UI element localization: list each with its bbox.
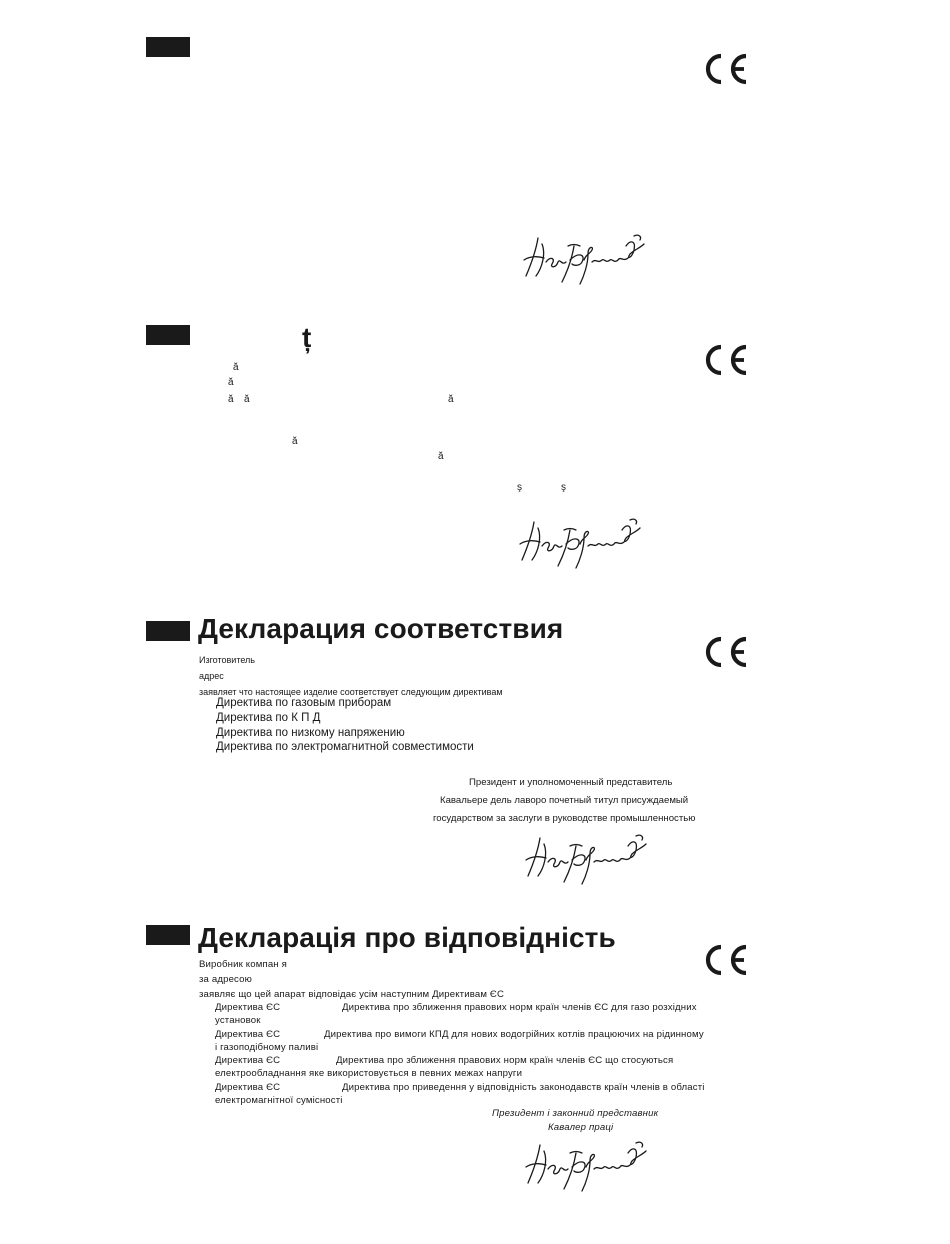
section-marker-bar <box>146 325 190 345</box>
signature-icon <box>518 510 648 570</box>
directive-text: Директива про вимоги КПД для нових водогрійних котлів працюючих на рідинному <box>324 1029 704 1040</box>
signatory-line: Кавальере дель лаворо почетный титул присуждаемый <box>440 795 689 806</box>
glyph: ă <box>244 394 250 405</box>
directive-text: Директива про приведення у відповідність законодавств країн членів в області <box>342 1082 705 1093</box>
section-marker-bar <box>146 621 190 641</box>
declares-text: заявляет что настоящее изделие соответствует следующим директивам <box>199 687 503 697</box>
directive-item: Директива по низкому напряжению <box>216 727 405 739</box>
ce-mark-icon <box>702 52 748 86</box>
directive-code: Директива ЄС <box>215 1082 281 1093</box>
directive-text: Директива про зближення правових норм країн членів ЄС для газо розхідних <box>342 1002 697 1013</box>
glyph: ă <box>292 436 298 447</box>
directive-text-cont: електромагнітної сумісності <box>215 1095 343 1106</box>
ce-mark-icon <box>702 635 748 669</box>
directive-item: Директива по электромагнитной совместимости <box>216 741 474 753</box>
glyph: ă <box>228 394 234 405</box>
glyph: ş <box>517 482 522 493</box>
directive-item: Директива по газовым приборам <box>216 697 392 709</box>
glyph: ă <box>448 394 454 405</box>
section-3-title: Декларация соответствия <box>198 613 564 644</box>
manufacturer-label: Виробник компан я <box>199 959 287 970</box>
directive-code: Директива ЄС <box>215 1055 281 1066</box>
section-marker-bar <box>146 925 190 945</box>
manufacturer-label: Изготовитель <box>199 655 255 665</box>
signatory-line: Президент и уполномоченный представитель <box>469 777 673 788</box>
directive-text-cont: установок <box>215 1015 261 1026</box>
address-label: за адресою <box>199 974 252 985</box>
directive-code: Директива ЄС <box>215 1029 281 1040</box>
glyph: ş <box>561 482 566 493</box>
signature-icon <box>524 826 654 886</box>
glyph: ă <box>228 377 234 388</box>
directive-text-cont: і газоподібному паливі <box>215 1042 319 1053</box>
directive-text: Директива про зближення правових норм країн членів ЄС що стосуються <box>336 1055 674 1066</box>
signatory-line: Кавалер праці <box>548 1122 614 1133</box>
directive-item: Директива по К П Д <box>216 712 321 724</box>
declares-text: заявляє що цей апарат відповідає усім наступним Директивам ЄС <box>199 989 505 1000</box>
glyph: ă <box>438 451 444 462</box>
signature-icon <box>522 226 652 286</box>
directive-code: Директива ЄС <box>215 1002 281 1013</box>
ce-mark-icon <box>702 943 748 977</box>
section-marker-bar <box>146 37 190 57</box>
address-label: адрес <box>199 671 224 681</box>
glyph: ă <box>233 362 239 373</box>
section-2-title: ț <box>302 322 312 353</box>
section-4-title: Декларація про відповідність <box>198 922 616 953</box>
signature-icon <box>524 1133 654 1193</box>
signatory-line: государством за заслуги в руководстве промышленностью <box>433 813 696 824</box>
signatory-line: Президент і законний представник <box>492 1108 659 1119</box>
ce-mark-icon <box>702 343 748 377</box>
directive-text-cont: електрообладнання яке використовується в певних межах напруги <box>215 1068 523 1079</box>
